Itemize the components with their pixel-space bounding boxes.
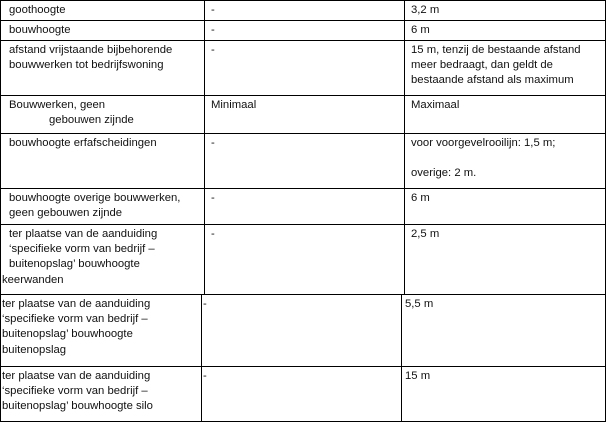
cell-maximum bbox=[411, 98, 459, 113]
row-border bbox=[0, 366, 606, 367]
cell-minimum bbox=[211, 227, 215, 242]
cell-line: ter plaatse van de aanduiding bbox=[9, 228, 158, 240]
cell-minimum bbox=[211, 43, 215, 58]
cell-line: - bbox=[203, 370, 207, 382]
row-border bbox=[0, 95, 606, 96]
cell-minimum bbox=[211, 191, 215, 206]
row-border bbox=[0, 224, 606, 225]
cell-line: 15 m bbox=[405, 370, 431, 382]
cell-line: Minimaal bbox=[211, 99, 257, 111]
cell-line: goothoogte bbox=[9, 4, 66, 16]
cell-minimum bbox=[211, 98, 256, 113]
cell-minimum bbox=[203, 369, 207, 384]
cell-line: - bbox=[211, 44, 215, 56]
cell-maximum bbox=[411, 136, 555, 182]
cell-line: ter plaatse van de aanduiding bbox=[2, 298, 151, 310]
row-border bbox=[0, 20, 606, 21]
row-border bbox=[0, 0, 606, 1]
cell-label bbox=[9, 227, 197, 273]
cell-line: keerwanden bbox=[2, 274, 64, 286]
cell-minimum bbox=[211, 136, 215, 151]
cell-line: 3,2 m bbox=[411, 4, 440, 16]
cell-line bbox=[411, 151, 555, 166]
cell-line: meer bedraagt, dan geldt de bbox=[411, 59, 553, 72]
row-border bbox=[0, 133, 606, 134]
cell-line: - bbox=[211, 24, 215, 36]
col-border bbox=[401, 294, 402, 422]
cell-label bbox=[9, 191, 180, 221]
cell-maximum bbox=[411, 23, 430, 38]
cell-line: - bbox=[203, 298, 207, 310]
cell-maximum bbox=[411, 43, 599, 89]
cell-line: 2,5 m bbox=[411, 228, 440, 240]
cell-maximum bbox=[411, 191, 430, 206]
cell-line: bouwwerken tot bedrijfswoning bbox=[9, 59, 164, 72]
cell-line: 6 m bbox=[411, 24, 430, 36]
cell-line: 5,5 m bbox=[405, 298, 434, 310]
cell-maximum bbox=[411, 227, 439, 242]
cell-line: buitenopslag’ bouwhoogte bbox=[9, 258, 140, 271]
cell-line: - bbox=[211, 228, 215, 240]
cell-label bbox=[9, 98, 134, 128]
cell-line: 15 m, tenzij de bestaande afstand bbox=[411, 44, 581, 56]
cell-label bbox=[9, 136, 157, 151]
cell-line: ‘specifieke vorm van bedrijf – bbox=[2, 313, 148, 326]
cell-line: ‘specifieke vorm van bedrijf – bbox=[2, 385, 148, 398]
cell-line: bouwhoogte bbox=[9, 24, 71, 36]
col-border bbox=[201, 294, 202, 422]
col-border bbox=[404, 0, 405, 294]
cell-label bbox=[9, 23, 71, 38]
cell-line: gebouwen zijnde bbox=[49, 114, 134, 127]
col-border bbox=[605, 0, 606, 422]
cell-line: - bbox=[211, 137, 215, 149]
cell-line: bestaande afstand als maximum bbox=[411, 74, 574, 87]
cell-line: afstand vrijstaande bijbehorende bbox=[9, 44, 173, 56]
row-border bbox=[0, 40, 606, 41]
cell-line: 6 m bbox=[411, 192, 430, 204]
col-border bbox=[0, 0, 1, 422]
cell-minimum bbox=[203, 297, 207, 312]
cell-line: - bbox=[211, 192, 215, 204]
cell-line: Maximaal bbox=[411, 99, 460, 111]
cell-line: ter plaatse van de aanduiding bbox=[2, 370, 151, 382]
row-border bbox=[0, 188, 606, 189]
cell-minimum bbox=[211, 23, 215, 38]
cell-line: voor voorgevelrooilijn: 1,5 m; bbox=[411, 137, 556, 149]
cell-maximum bbox=[405, 369, 430, 384]
cell-line: - bbox=[211, 4, 215, 16]
cell-label bbox=[2, 297, 198, 358]
cell-line: buitenopslag bbox=[2, 343, 67, 356]
col-border bbox=[204, 0, 205, 294]
cell-minimum bbox=[211, 3, 215, 18]
cell-line: buitenopslag’ bouwhoogte silo bbox=[2, 400, 153, 413]
cell-maximum bbox=[411, 3, 439, 18]
row-border bbox=[0, 294, 606, 295]
cell-maximum bbox=[405, 297, 433, 312]
cell-label bbox=[2, 369, 198, 415]
cell-label bbox=[9, 3, 66, 18]
cell-line: overige: 2 m. bbox=[411, 167, 477, 180]
cell-label-overflow bbox=[2, 273, 64, 288]
cell-line: buitenopslag’ bouwhoogte bbox=[2, 328, 133, 341]
cell-line: bouwhoogte overige bouwwerken, bbox=[9, 192, 181, 204]
cell-line: Bouwwerken, geen bbox=[9, 99, 106, 111]
cell-label bbox=[9, 43, 199, 73]
cell-line: bouwhoogte erfafscheidingen bbox=[9, 137, 157, 149]
cell-line: ‘specifieke vorm van bedrijf – bbox=[9, 243, 155, 256]
cell-line: geen gebouwen zijnde bbox=[9, 207, 123, 220]
